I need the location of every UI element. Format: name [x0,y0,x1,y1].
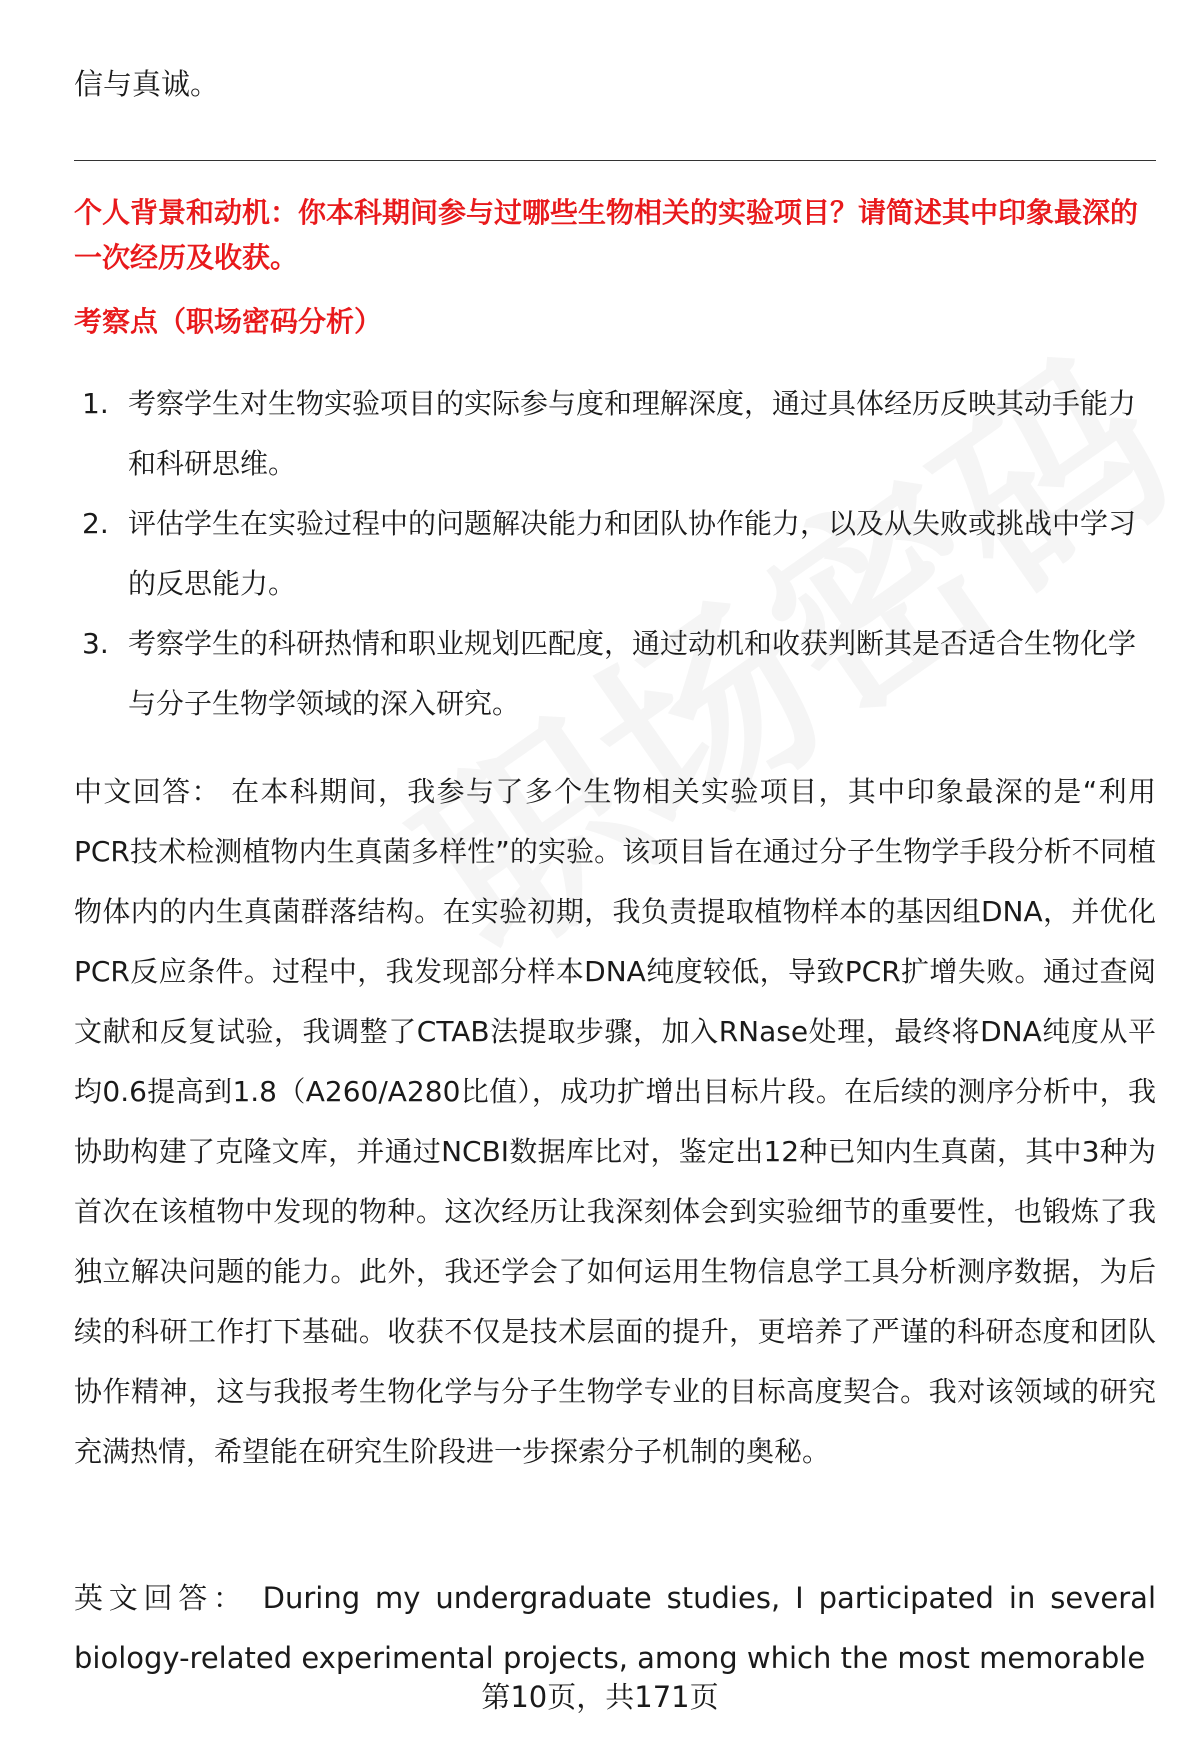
section-divider [74,160,1156,161]
list-item-number: 1. [82,387,109,420]
list-item-number: 3. [82,627,109,660]
analysis-section-title: 考察点（职场密码分析） [74,305,383,338]
chinese-answer: 中文回答： 在本科期间，我参与了多个生物相关实验项目，其中印象最深的是“利用PCR技术检测植物内生真菌多样性”的实验。该项目旨在通过分子生物学手段分析不同植物体内的内生真菌群落结构。在实验初期，我负责提取植物样本的基因组DNA，并优化PCR反应条件。过程中，我发现部分样本DNA纯度较低，导致PCR扩增失败。通过查阅文献和反复试验，我调整了CTAB法提取步骤，加入RNase处理，最终将DNA纯度从平均0.6提高到1.8（A260/A280比值），成功扩增出目标片段。在后续的测序分析中，我协助构建了克隆文库，并通过NCBI数据库比对，鉴定出12种已知内生真菌，其中3种为首次在该植物中发现的物种。这次经历让我深刻体会到实验细节的重要性，也锻炼了我独立解决问题的能力。此外，我还学会了如何运用生物信息学工具分析测序数据，为后续的科研工作打下基础。收获不仅是技术层面的提升，更培养了严谨的科研态度和团队协作精神，这与我报考生物化学与分子生物学专业的目标高度契合。我对该领域的研究充满热情，希望能在研究生阶段进一步探索分子机制的奥秘。 [74,775,1156,1468]
list-item [82,614,1156,734]
question-heading: 个人背景和动机：你本科期间参与过哪些生物相关的实验项目？请简述其中印象最深的一次经历及收获。 [74,196,1139,274]
list-item-text: 考察学生对生物实验项目的实际参与度和理解深度，通过具体经历反映其动手能力和科研思维。 [128,387,1137,480]
list-item [82,494,1156,614]
list-item-number: 2. [82,507,109,540]
previous-paragraph-tail: 信与真诚。 [74,67,220,101]
english-answer: 英文回答： During my undergraduate studies, I participated in several biology-related experimental projects, among which the most memorable [74,1581,1156,1675]
page-footer: 第10页，共171页 [481,1680,719,1714]
list-item-text: 考察学生的科研热情和职业规划匹配度，通过动机和收获判断其是否适合生物化学与分子生物学领域的深入研究。 [128,627,1137,720]
list-item-text: 评估学生在实验过程中的问题解决能力和团队协作能力，以及从失败或挑战中学习的反思能力。 [128,507,1137,600]
list-item [82,374,1156,494]
